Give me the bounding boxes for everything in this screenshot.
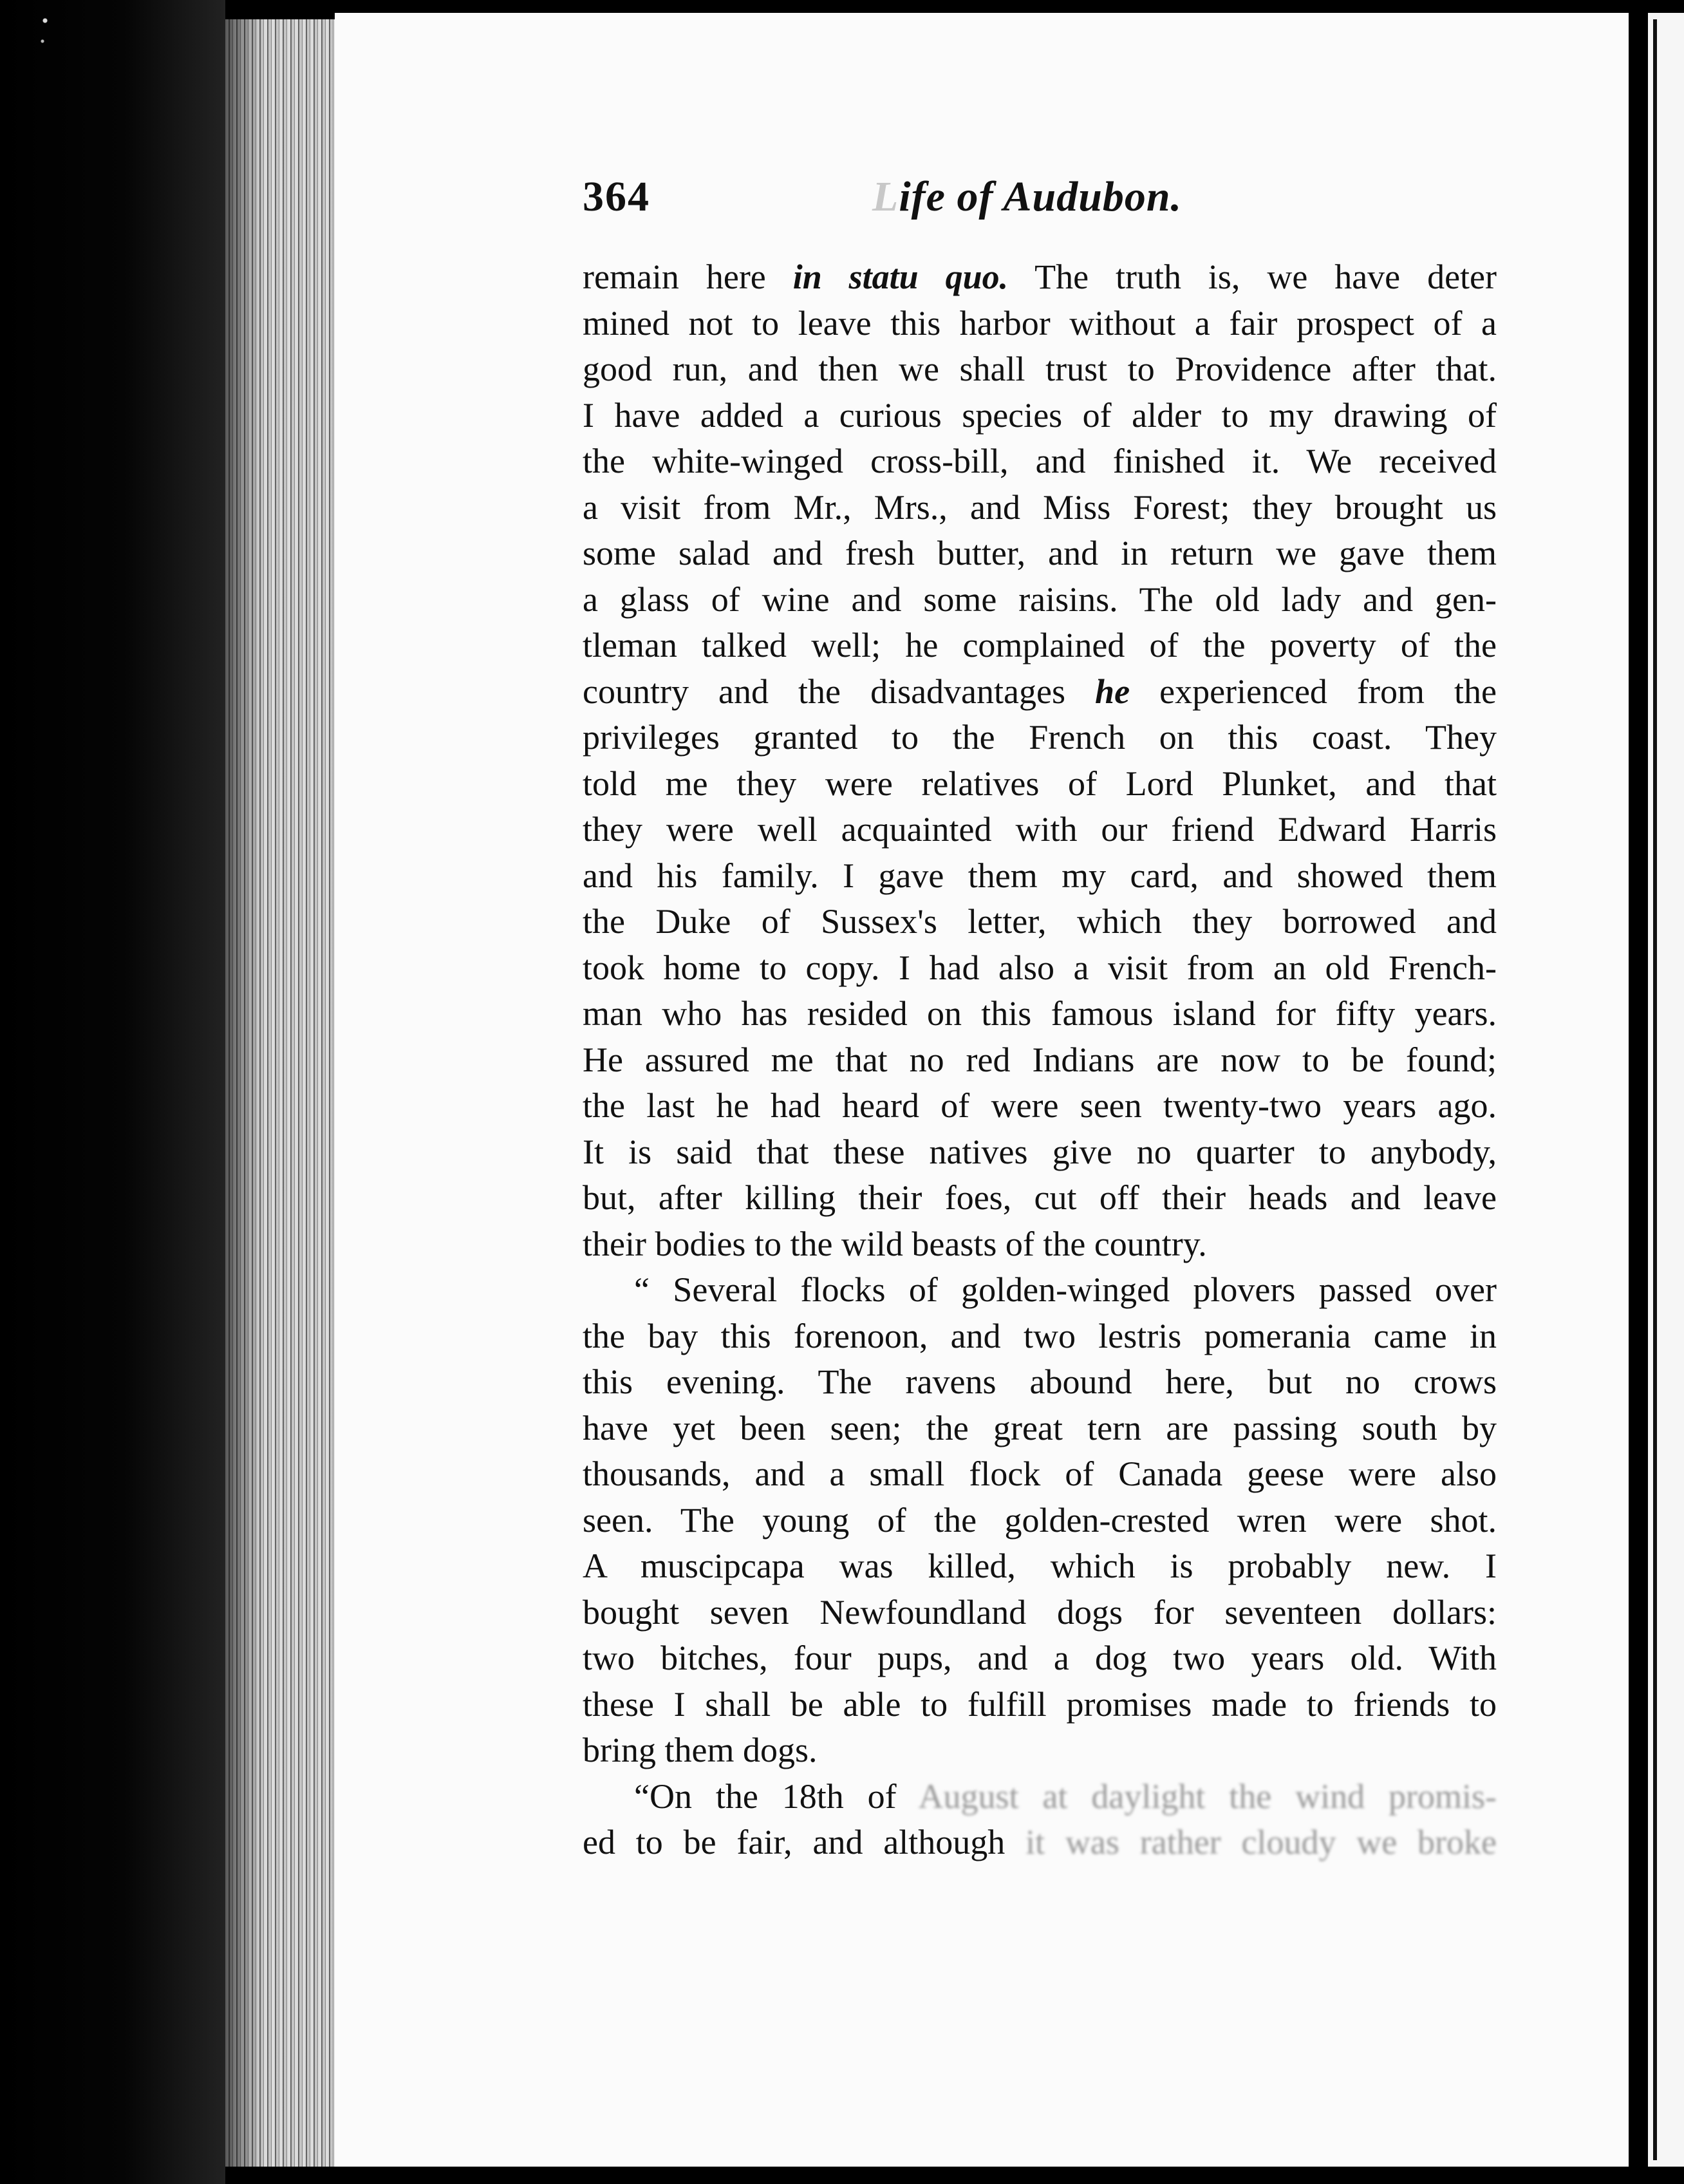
text-line: He assured me that no red Indians are now to be found;: [583, 1040, 1497, 1079]
text-line: the bay this forenoon, and two lestris pomerania came in: [583, 1316, 1497, 1355]
scan-speckle: [39, 0, 51, 52]
text-line: man who has resided on this famous island for fifty years.: [583, 994, 1497, 1033]
text-line: a glass of wine and some raisins. The old lady and gen-: [583, 579, 1497, 619]
text-line: It is said that these natives give no quarter to anybody,: [583, 1132, 1497, 1171]
text-line: seen. The young of the golden-crested wren were shot.: [583, 1500, 1497, 1539]
text-span: The truth is, we have deter: [1008, 258, 1497, 296]
text-line: [583, 254, 1497, 301]
text-line: these I shall be able to fulfill promises made to friends to: [583, 1684, 1497, 1724]
text-span: “On the 18th of: [634, 1776, 919, 1816]
text-line: their bodies to the wild beasts of the country.: [583, 1224, 1207, 1263]
text-line: the last he had heard of were seen twenty-two years ago.: [583, 1086, 1497, 1125]
blurred-text-span: August at daylight the wind promis-: [918, 1776, 1497, 1816]
text-line: good run, and then we shall trust to Providence after that.: [583, 350, 1497, 388]
text-line: took home to copy. I had also a visit from an old French-: [583, 948, 1497, 987]
running-title-text: ife of Audubon.: [899, 173, 1183, 220]
text-line: bought seven Newfoundland dogs for seventeen dollars:: [583, 1592, 1497, 1632]
text-line: bring them dogs.: [583, 1731, 818, 1769]
page-edges-shadow: [225, 19, 264, 2167]
text-line: but, after killing their foes, cut off their heads and leave: [583, 1178, 1497, 1217]
facing-page-edge: [1653, 19, 1657, 2160]
text-line: “ Several flocks of golden-winged plovers passed over: [634, 1270, 1497, 1309]
text-line: a visit from Mr., Mrs., and Miss Forest; they brought us: [583, 487, 1497, 527]
italic-word: he: [1095, 672, 1130, 711]
text-line: two bitches, four pups, and a dog two years old. With: [583, 1639, 1497, 1677]
blurred-text-span: it was rather cloudy we broke: [1025, 1823, 1497, 1861]
text-line: mined not to leave this harbor without a fair prospect of a: [583, 303, 1497, 343]
gutter: [1629, 0, 1648, 2184]
text-line: the white-winged cross-bill, and finished it. We received: [583, 442, 1497, 480]
text-line: the Duke of Sussex's letter, which they borrowed and: [583, 902, 1497, 941]
text-span: country and the disadvantages: [583, 672, 1096, 711]
book-binding: [0, 0, 225, 2184]
text-line: they were well acquainted with our friend Edward Harris: [583, 810, 1497, 849]
text-span: experienced from the: [1130, 672, 1497, 711]
text-line: this evening. The ravens abound here, but no crows: [583, 1362, 1497, 1401]
text-line: tleman talked well; he complained of the poverty of the: [583, 626, 1497, 664]
body-text: [583, 254, 1497, 1866]
text-span: ed to be fair, and although: [583, 1823, 1026, 1861]
text-line: [583, 1774, 1497, 1820]
text-line: A muscipcapa was killed, which is probably new. I: [583, 1547, 1497, 1585]
running-title: [872, 173, 1182, 221]
page-number: 364: [583, 173, 650, 220]
text-line: I have added a curious species of alder to my drawing of: [583, 395, 1497, 435]
italic-phrase: in statu quo.: [792, 258, 1009, 296]
text-line: thousands, and a small flock of Canada geese were also: [583, 1454, 1497, 1493]
running-title-faded-letter: L: [872, 173, 899, 220]
text-line: [583, 669, 1497, 715]
text-line: [583, 1820, 1497, 1866]
text-line: have yet been seen; the great tern are passing south by: [583, 1408, 1497, 1447]
text-span: remain here: [583, 258, 793, 296]
text-line: some salad and fresh butter, and in return we gave them: [583, 534, 1497, 572]
text-line: and his family. I gave them my card, and showed them: [583, 856, 1497, 895]
running-header: [583, 173, 1497, 231]
text-line: privileges granted to the French on this coast. They: [583, 718, 1497, 757]
text-line: told me they were relatives of Lord Plunket, and that: [583, 764, 1497, 803]
